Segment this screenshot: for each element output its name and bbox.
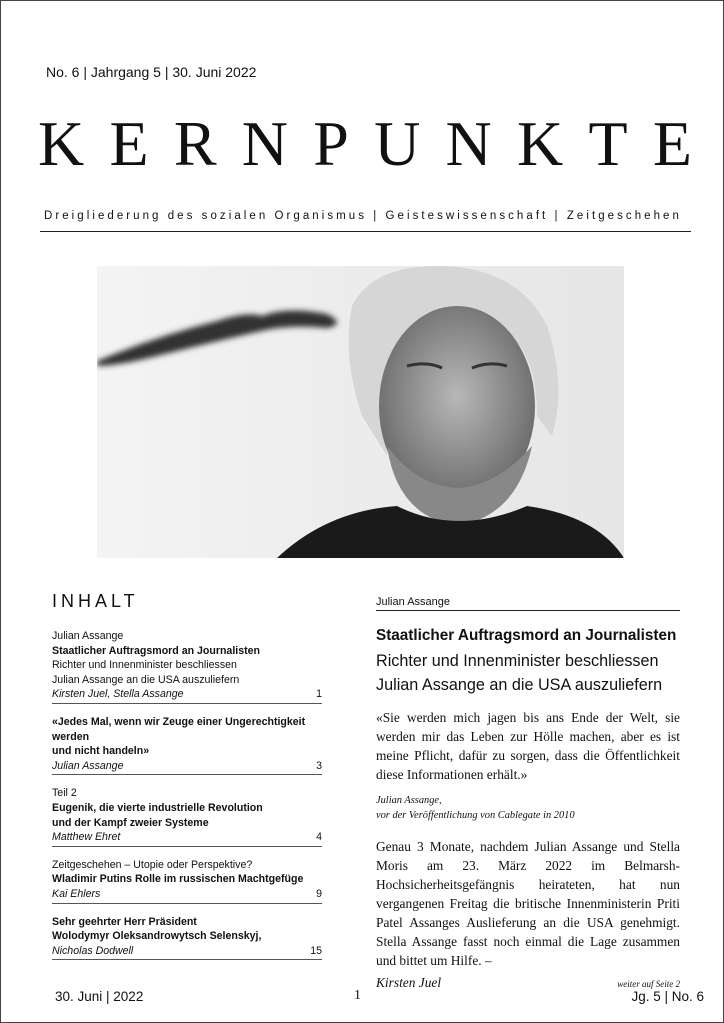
toc-author-row: [52, 830, 322, 845]
toc-author-row: [52, 759, 322, 774]
issue-line: No. 6 | Jahrgang 5 | 30. Juni 2022: [46, 64, 257, 80]
toc-title: Staatlicher Auftragsmord an Journalisten: [52, 644, 260, 657]
masthead-letter: R: [173, 108, 217, 179]
toc-title: Eugenik, die vierte industrielle Revolution: [52, 801, 263, 814]
continued-link[interactable]: weiter auf Seite 2: [617, 979, 680, 989]
bird-silhouette: [97, 310, 337, 366]
divider: [40, 231, 691, 232]
masthead-letter: N: [241, 108, 288, 179]
toc-author-row: [52, 944, 322, 959]
quote-author: Julian Assange,: [376, 795, 442, 806]
article-kicker: Julian Assange: [376, 596, 680, 611]
toc-entry[interactable]: [52, 915, 322, 961]
toc-title: Wolodymyr Oleksandrowytsch Selenskyj,: [52, 930, 262, 943]
toc-title: und der Kampf zweier Systeme: [52, 816, 209, 829]
portrait-photo-icon: [97, 266, 624, 558]
toc-page-number: 3: [316, 759, 322, 772]
toc-subtitle: Richter und Innenminister beschliessen: [52, 659, 237, 672]
toc-author-row: [52, 687, 322, 702]
toc-page-number: 1: [316, 688, 322, 701]
article-headline: Staatlicher Auftragsmord an Journalisten: [376, 627, 677, 644]
toc-kicker: Zeitgeschehen – Utopie oder Perspektive?: [52, 858, 253, 871]
toc-title: Wladimir Putins Rolle im russischen Machtgefüge: [52, 873, 304, 886]
toc-entry[interactable]: [52, 715, 322, 775]
article-body: Genau 3 Monate, nachdem Julian Assange und Stella Moris am 23. März 2022 im Belmarsh-Hochsicherheitsgefängnis heirateten, hat nun vergangenen Freitag die britische Innenministerin Priti Patel Assanges Auslieferung an die USA genehmigt. Stella Assange fasst noch einmal die Lage zusammen und bittet um Hilfe. –: [376, 839, 680, 968]
page-number: 1: [354, 988, 361, 1003]
toc-entry[interactable]: [52, 858, 322, 904]
toc-page-number: 4: [316, 831, 322, 844]
toc-title: Sehr geehrter Herr Präsident: [52, 915, 197, 928]
toc-author: Julian Assange: [52, 759, 124, 772]
masthead-letter: U: [374, 108, 421, 179]
toc-author: Kirsten Juel, Stella Assange: [52, 688, 184, 701]
subheadline-line: Richter und Innenminister beschliessen: [376, 652, 659, 670]
quote-context: vor der Veröffentlichung von Cablegate in 2010: [376, 810, 575, 821]
toc-author: Nicholas Dodwell: [52, 944, 134, 957]
masthead-letter: K: [517, 108, 564, 179]
article-quote: «Sie werden mich jagen bis ans Ende der Welt, sie werden mir das Leben zur Hölle machen, aber es ist meine Pflicht, dafür zu sorgen, dass die Öffentlichkeit diese Informationen erhält.»: [376, 710, 680, 782]
masthead-letter: E: [109, 108, 149, 179]
toc-page-number: 9: [316, 887, 322, 900]
masthead-letter: N: [445, 108, 492, 179]
toc-title: «Jedes Mal, wenn wir Zeuge einer Ungerechtigkeit werden: [52, 715, 306, 743]
footer-issue: Jg. 5 | No. 6: [631, 989, 704, 1004]
tagline: Dreigliederung des sozialen Organismus | Geisteswissenschaft | Zeitgeschehen: [44, 210, 682, 222]
toc-title: und nicht handeln»: [52, 745, 150, 758]
toc-kicker: Julian Assange: [52, 630, 124, 642]
toc-kicker: Teil 2: [52, 787, 77, 800]
masthead-letter: E: [652, 108, 692, 179]
toc-entry[interactable]: [52, 629, 322, 704]
toc-entry[interactable]: [52, 786, 322, 846]
masthead-letter: K: [38, 108, 85, 179]
toc-page-number: 15: [310, 944, 322, 957]
footer-date: 30. Juni | 2022: [55, 989, 144, 1004]
masthead: [38, 108, 692, 179]
quote-attribution: [376, 793, 680, 823]
masthead-letter: T: [588, 108, 628, 179]
lead-article: [376, 596, 680, 991]
cover-photo: [97, 266, 624, 558]
article-subheadline: [376, 649, 680, 697]
article-author: Kirsten Juel: [376, 975, 442, 990]
subheadline-line: Julian Assange an die USA auszuliefern: [376, 676, 663, 694]
toc-author: Matthew Ehret: [52, 831, 121, 844]
masthead-letter: P: [313, 108, 349, 179]
toc-author-row: [52, 887, 322, 902]
toc-author: Kai Ehlers: [52, 887, 101, 900]
toc-heading: INHALT: [52, 591, 139, 611]
table-of-contents: [52, 629, 322, 971]
toc-subtitle: Julian Assange an die USA auszuliefern: [52, 673, 240, 686]
